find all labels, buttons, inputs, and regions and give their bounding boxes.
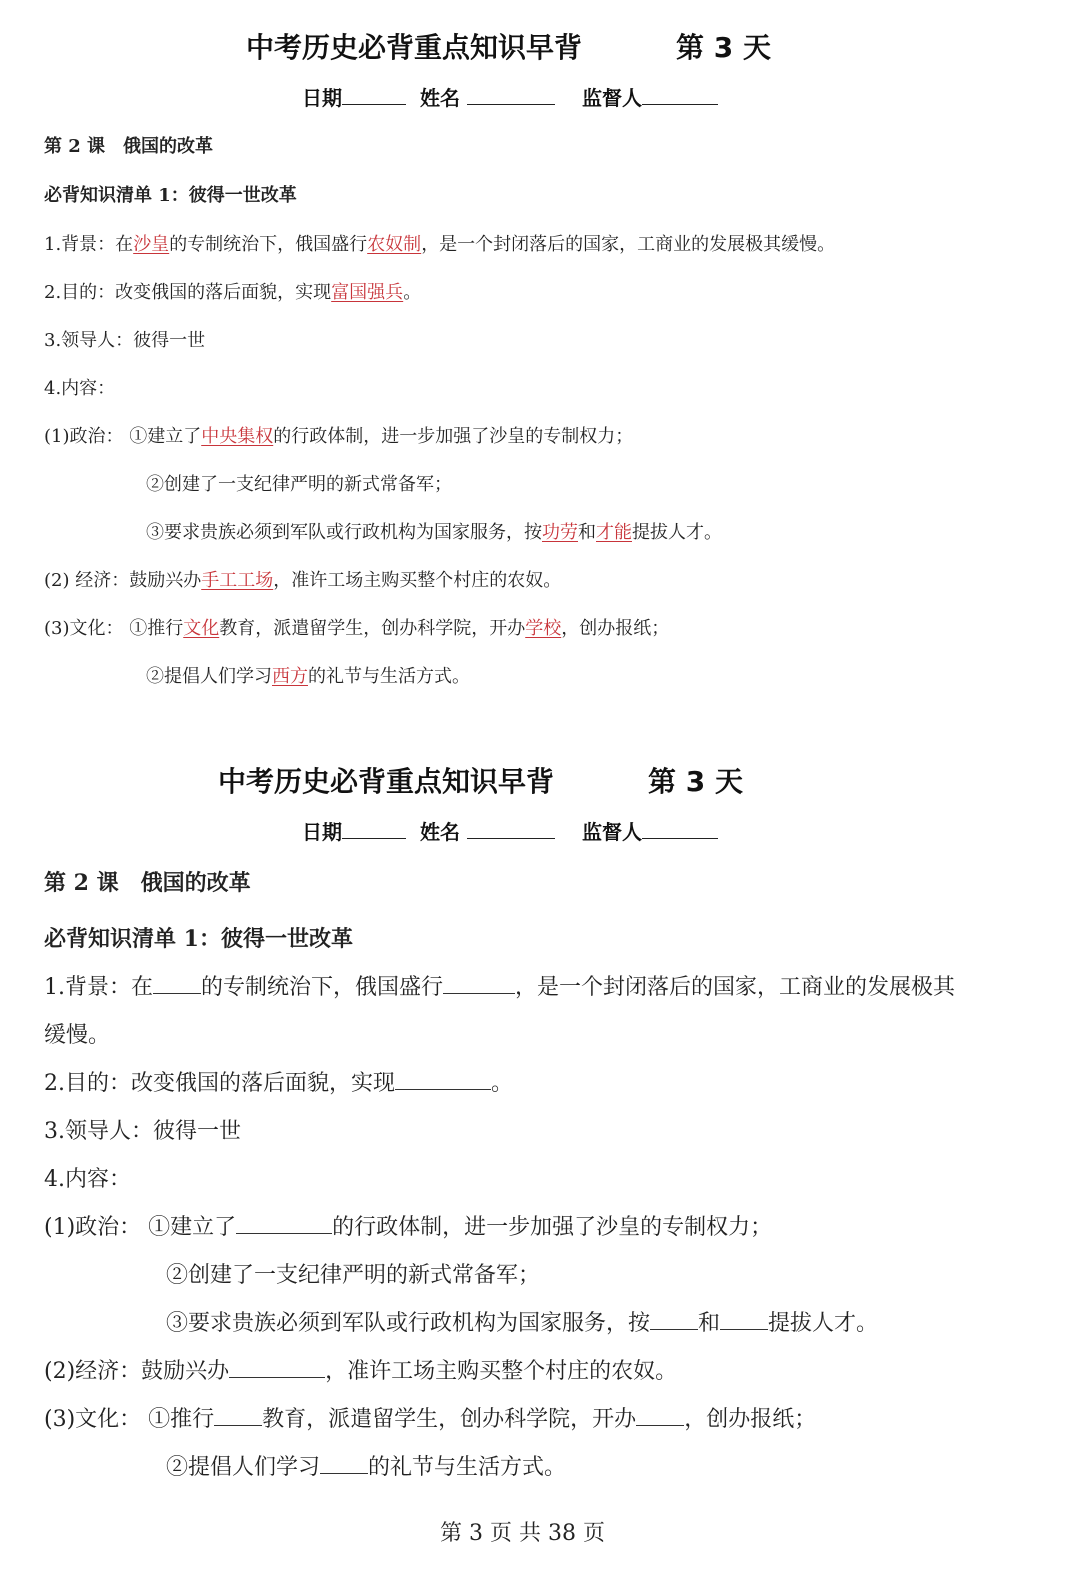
text: 的礼节与生活方式。 bbox=[368, 1455, 567, 1480]
text: (1)政治： ①建立了 bbox=[44, 426, 202, 447]
date-field-2 bbox=[302, 816, 406, 845]
fill-blank[interactable] bbox=[650, 1307, 698, 1330]
supervisor-field-2 bbox=[582, 816, 718, 845]
text: ，准许工场主购买整个村庄的农奴。 bbox=[273, 570, 562, 591]
supervisor-blank bbox=[642, 837, 718, 839]
text: 和 bbox=[578, 522, 596, 543]
text: 的行政体制，进一步加强了沙皇的专制权力； bbox=[273, 426, 634, 447]
name-blank bbox=[467, 837, 555, 839]
date-blank bbox=[342, 103, 406, 105]
supervisor-label: 监督人 bbox=[582, 820, 642, 844]
fill-blank[interactable] bbox=[720, 1307, 768, 1330]
page-title: 中考历史必背重点知识早背 bbox=[246, 31, 583, 64]
text: ，是一个封闭落后的国家，工商业的发展极其缓慢。 bbox=[421, 234, 836, 255]
text: 的礼节与生活方式。 bbox=[308, 666, 470, 687]
economy-line bbox=[44, 566, 561, 592]
date-label: 日期 bbox=[302, 86, 342, 110]
name-field bbox=[420, 82, 555, 111]
politics-line-3 bbox=[146, 518, 722, 544]
page-title-2: 中考历史必背重点知识早背 bbox=[218, 765, 555, 798]
content-line: 4.内容： bbox=[44, 378, 116, 399]
answer-centralization: 中央集权 bbox=[201, 426, 274, 447]
lesson-title: 第 2 课 俄国的改革 bbox=[44, 136, 214, 157]
text: (1)政治： ①建立了 bbox=[44, 1215, 237, 1240]
text: 1.背景：在 bbox=[44, 234, 134, 255]
name-label: 姓名 bbox=[420, 86, 460, 110]
background-line-2 bbox=[44, 970, 955, 1001]
text: 提拔人才。 bbox=[632, 522, 722, 543]
fill-blank[interactable] bbox=[636, 1403, 684, 1426]
name-blank bbox=[467, 103, 555, 105]
text: ，创办报纸； bbox=[561, 618, 670, 639]
text: 的专制统治下，俄国盛行 bbox=[169, 234, 368, 255]
text: ，是一个封闭落后的国家，工商业的发展极其 bbox=[515, 975, 956, 1000]
text: ③要求贵族必须到军队或行政机构为国家服务，按 bbox=[146, 522, 542, 543]
text: 教育，派遣留学生，创办科学院，开办 bbox=[219, 618, 526, 639]
page-number: 第 3 页 共 38 页 bbox=[440, 1521, 605, 1546]
answer-talent: 才能 bbox=[596, 522, 632, 543]
text: ②提倡人们学习 bbox=[146, 666, 272, 687]
text: ③要求贵族必须到军队或行政机构为国家服务，按 bbox=[166, 1311, 651, 1336]
text: 的行政体制，进一步加强了沙皇的专制权力； bbox=[332, 1215, 773, 1240]
background-line bbox=[44, 230, 835, 256]
text: 和 bbox=[698, 1311, 721, 1336]
list-title-2: 必背知识清单 1：彼得一世改革 bbox=[44, 926, 353, 952]
answer-rich-strong: 富国强兵 bbox=[331, 282, 404, 303]
answer-merit: 功劳 bbox=[542, 522, 578, 543]
text: 。 bbox=[403, 282, 422, 303]
text: (3)文化： ①推行 bbox=[44, 1407, 215, 1432]
text: 提拔人才。 bbox=[768, 1311, 879, 1336]
answer-culture: 文化 bbox=[183, 618, 220, 639]
politics-line-2: ②创建了一支纪律严明的新式常备军； bbox=[146, 474, 452, 495]
fill-blank[interactable] bbox=[395, 1067, 491, 1090]
fill-blank[interactable] bbox=[443, 971, 515, 994]
lesson-title-2: 第 2 课 俄国的改革 bbox=[44, 870, 251, 896]
date-field bbox=[302, 82, 406, 111]
date-label: 日期 bbox=[302, 820, 342, 844]
supervisor-field bbox=[582, 82, 718, 111]
day-label: 第 3 天 bbox=[676, 31, 771, 64]
fill-blank[interactable] bbox=[214, 1403, 262, 1426]
answer-tsar: 沙皇 bbox=[133, 234, 170, 255]
politics-line-1-2 bbox=[44, 1210, 772, 1241]
purpose-line-2 bbox=[44, 1066, 513, 1097]
culture-line-1-2 bbox=[44, 1402, 816, 1433]
day-label-2: 第 3 天 bbox=[648, 765, 743, 798]
supervisor-label: 监督人 bbox=[582, 86, 642, 110]
leader-line: 3.领导人：彼得一世 bbox=[44, 330, 206, 351]
text: (2) 经济：鼓励兴办 bbox=[44, 570, 202, 591]
supervisor-blank bbox=[642, 103, 718, 105]
content-line-2: 4.内容： bbox=[44, 1167, 131, 1192]
answer-serfdom: 农奴制 bbox=[367, 234, 422, 255]
culture-line-2 bbox=[146, 662, 470, 688]
purpose-line bbox=[44, 278, 421, 304]
fill-blank[interactable] bbox=[229, 1355, 325, 1378]
answer-school: 学校 bbox=[525, 618, 562, 639]
text: (2)经济：鼓励兴办 bbox=[44, 1359, 230, 1384]
answer-west: 西方 bbox=[272, 666, 308, 687]
name-label: 姓名 bbox=[420, 820, 460, 844]
text: 。 bbox=[491, 1071, 514, 1096]
text: 1.背景：在 bbox=[44, 975, 153, 1000]
text: 教育，派遣留学生，创办科学院，开办 bbox=[262, 1407, 637, 1432]
text: 2.目的：改变俄国的落后面貌，实现 bbox=[44, 1071, 395, 1096]
leader-line-2: 3.领导人：彼得一世 bbox=[44, 1119, 241, 1144]
politics-line-2-2: ②创建了一支纪律严明的新式常备军； bbox=[166, 1263, 541, 1288]
date-blank bbox=[342, 837, 406, 839]
list-title: 必背知识清单 1：彼得一世改革 bbox=[44, 185, 297, 206]
text: 2.目的：改变俄国的落后面貌，实现 bbox=[44, 282, 332, 303]
politics-line-1 bbox=[44, 422, 633, 448]
culture-line-1 bbox=[44, 614, 669, 640]
text: ②提倡人们学习 bbox=[166, 1455, 321, 1480]
fill-blank[interactable] bbox=[236, 1211, 332, 1234]
economy-line-2 bbox=[44, 1354, 677, 1385]
culture-line-2-2 bbox=[166, 1450, 566, 1481]
background-line-2-cont: 缓慢。 bbox=[44, 1023, 111, 1048]
fill-blank[interactable] bbox=[153, 971, 201, 994]
answer-workshop: 手工工场 bbox=[201, 570, 274, 591]
text: 的专制统治下，俄国盛行 bbox=[201, 975, 444, 1000]
fill-blank[interactable] bbox=[320, 1451, 368, 1474]
text: ，准许工场主购买整个村庄的农奴。 bbox=[325, 1359, 678, 1384]
text: ，创办报纸； bbox=[684, 1407, 817, 1432]
text: (3)文化： ①推行 bbox=[44, 618, 184, 639]
politics-line-3-2 bbox=[166, 1306, 878, 1337]
name-field-2 bbox=[420, 816, 555, 845]
